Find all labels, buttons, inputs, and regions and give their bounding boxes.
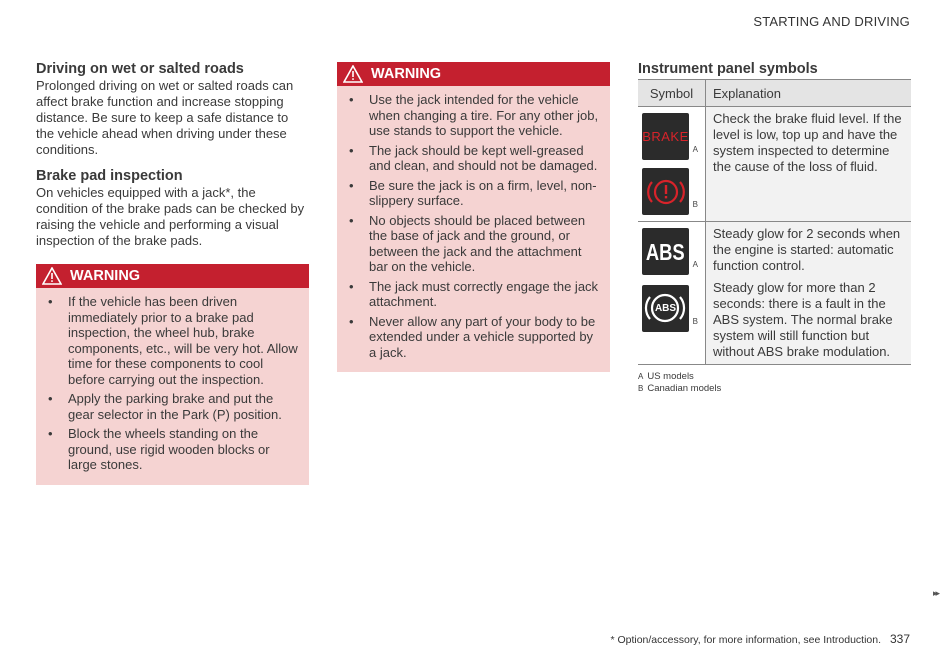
abs-circle-icon: ABS <box>642 285 689 332</box>
warning-header <box>36 264 309 288</box>
list-item: • Apply the parking brake and put the gear selector in the Park (P) position. <box>48 391 282 422</box>
list-item: • Use the jack intended for the vehicle when changing a tire. For any other job, use stands to support the vehicle. <box>349 92 599 138</box>
table-header-explanation: Explanation <box>706 80 912 107</box>
abs-text-icon: ABS <box>642 228 689 275</box>
warning-title: WARNING <box>371 66 442 82</box>
table-footnotes <box>638 371 911 395</box>
table-header-symbol: Symbol <box>638 80 706 107</box>
option-footnote: * Option/accessory, for more information, see Introduction. <box>610 634 882 646</box>
column-right <box>638 60 911 395</box>
symbol-cell: ABS A ABS B <box>638 222 706 365</box>
symbol-cell: BRAKE A B <box>638 107 706 222</box>
warning-box-jack <box>337 62 610 372</box>
warning-icon <box>42 267 62 285</box>
explanation-cell: Steady glow for 2 seconds when the engine is started: automatic function control. Steady glow for more than 2 seconds: there is a fault in the ABS system. The normal brake system will still function but without ABS brake modulation. <box>706 222 912 365</box>
warning-list <box>337 86 610 360</box>
page-footer <box>610 632 910 646</box>
section-header: STARTING AND DRIVING <box>753 14 910 29</box>
column-left <box>36 60 309 485</box>
list-item: • Block the wheels standing on the ground, use rigid wooden blocks or large stones. <box>48 426 270 472</box>
brake-pad-text: On vehicles equipped with a jack*, the condition of the brake pads can be checked by raising the vehicle and performing a visual inspection of the brake pads. <box>36 185 305 248</box>
symbols-heading: Instrument panel symbols <box>638 61 818 77</box>
warning-box-brake-pad <box>36 264 309 485</box>
list-item: • Be sure the jack is on a firm, level, non-slippery surface. <box>349 177 597 208</box>
brake-pad-heading: Brake pad inspection <box>36 168 183 184</box>
warning-title: WARNING <box>70 268 141 284</box>
brake-text-icon: BRAKE <box>642 113 689 160</box>
wet-roads-heading: Driving on wet or salted roads <box>36 61 244 77</box>
warning-icon <box>343 65 363 83</box>
footnote-b: B Canadian models <box>638 383 722 394</box>
list-item: • No objects should be placed between the base of jack and the ground, or between the jack and the attachment bar on the vehicle. <box>349 212 586 274</box>
column-middle <box>337 62 610 372</box>
brake-warning-icon <box>642 168 689 215</box>
list-item: • The jack must correctly engage the jack attachment. <box>349 278 599 309</box>
symbols-table <box>638 79 911 365</box>
table-row <box>638 107 911 222</box>
wet-roads-text: Prolonged driving on wet or salted roads can affect brake function and increase stopping distance. Be sure to keep a safe distance to the vehicle ahead when driving under these conditions. <box>36 78 294 157</box>
footnote-a: A US models <box>638 371 694 382</box>
warning-list <box>36 288 309 473</box>
list-item: • The jack should be kept well-greased and clean, and should not be damaged. <box>349 142 598 173</box>
explanation-cell: Check the brake fluid level. If the level is low, top up and have the system inspected to determine the cause of the loss of fluid. <box>706 107 912 222</box>
next-page-icon[interactable]: ▸▸ <box>932 588 938 598</box>
list-item: • If the vehicle has been driven immediately prior to a brake pad inspection, the wheel hub, brake components, etc., will be very hot. Allow time for these components to cool before carrying out the inspection. <box>48 294 298 387</box>
table-row <box>638 222 911 365</box>
list-item: • Never allow any part of your body to be extended under a vehicle supported by a jack. <box>349 313 596 360</box>
warning-header <box>337 62 610 86</box>
page-number: 337 <box>889 632 910 646</box>
